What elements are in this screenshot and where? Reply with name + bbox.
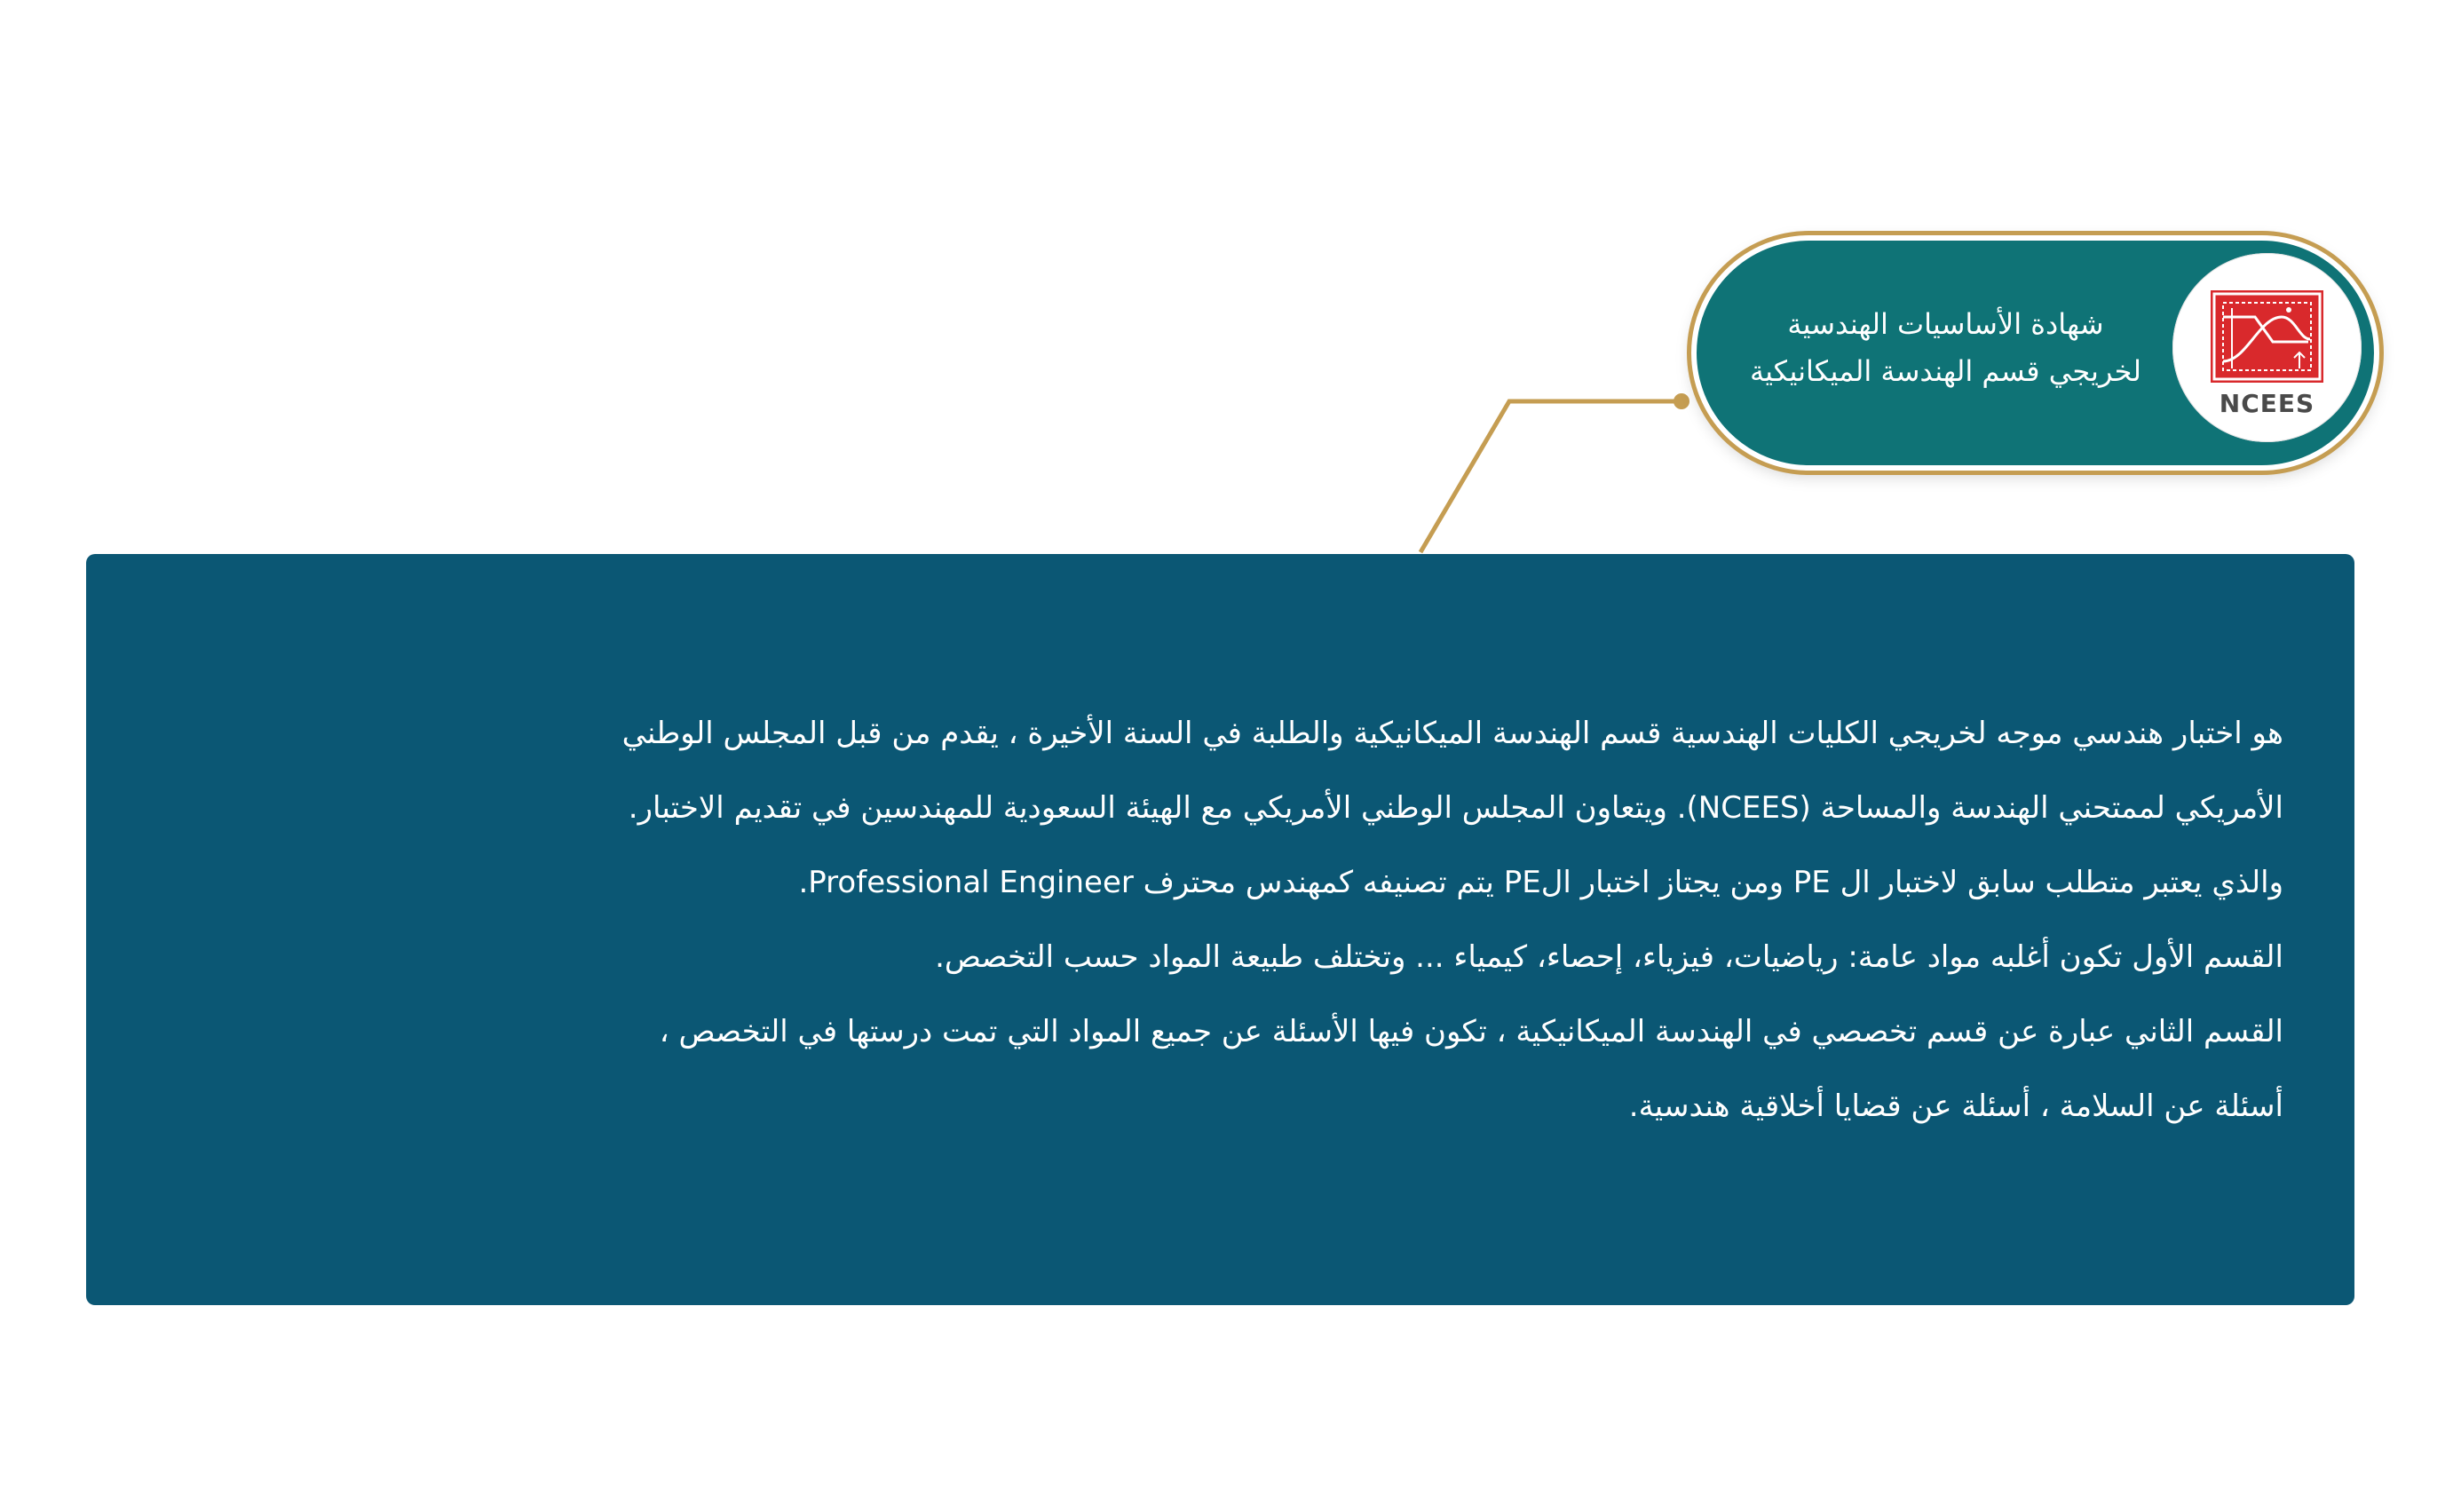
description-text: [166, 696, 2283, 1144]
ncees-logo: [2172, 253, 2362, 442]
certificate-badge: [1691, 235, 2379, 471]
description-panel: [86, 554, 2354, 1305]
description-line-5: القسم الثاني عبارة عن قسم تخصصي في الهندسة الميكانيكية ، تكون فيها الأسئلة عن جميع المواد التي تمت درستها في التخصص ،: [659, 1014, 2283, 1049]
description-line-2: الأمريكي لممتحني الهندسة والمساحة (NCEES). ويتعاون المجلس الوطني الأمريكي مع الهيئة السعودية للمهندسين في تقديم الاختبار.: [628, 790, 2283, 826]
badge-title-line-1: شهادة الأساسيات الهندسية: [1787, 307, 2104, 341]
badge-title-line-2: لخريجي قسم الهندسة الميكانيكية: [1749, 354, 2142, 388]
badge-title: [1704, 301, 2188, 395]
ncees-logo-icon: [2211, 290, 2323, 383]
description-line-4: القسم الأول تكون أغلبه مواد عامة: رياضيات، فيزياء، إحصاء، كيمياء ... وتختلف طبيعة المواد حسب التخصص.: [935, 939, 2283, 975]
description-line-1: هو اختبار هندسي موجه لخريجي الكليات الهندسية قسم الهندسة الميكانيكية والطلبة في السنة الأخيرة ، يقدم من قبل المجلس الوطني: [621, 716, 2283, 751]
ncees-logo-text: NCEES: [2219, 389, 2315, 418]
description-line-3: والذي يعتبر متطلب سابق لاختبار ال PE ومن يجتاز اختبار الPE يتم تصنيفه كمهندس محترف Professional Engineer.: [798, 865, 2283, 900]
description-line-6: أسئلة عن السلامة ، أسئلة عن قضايا أخلاقية هندسية.: [1628, 1088, 2283, 1124]
